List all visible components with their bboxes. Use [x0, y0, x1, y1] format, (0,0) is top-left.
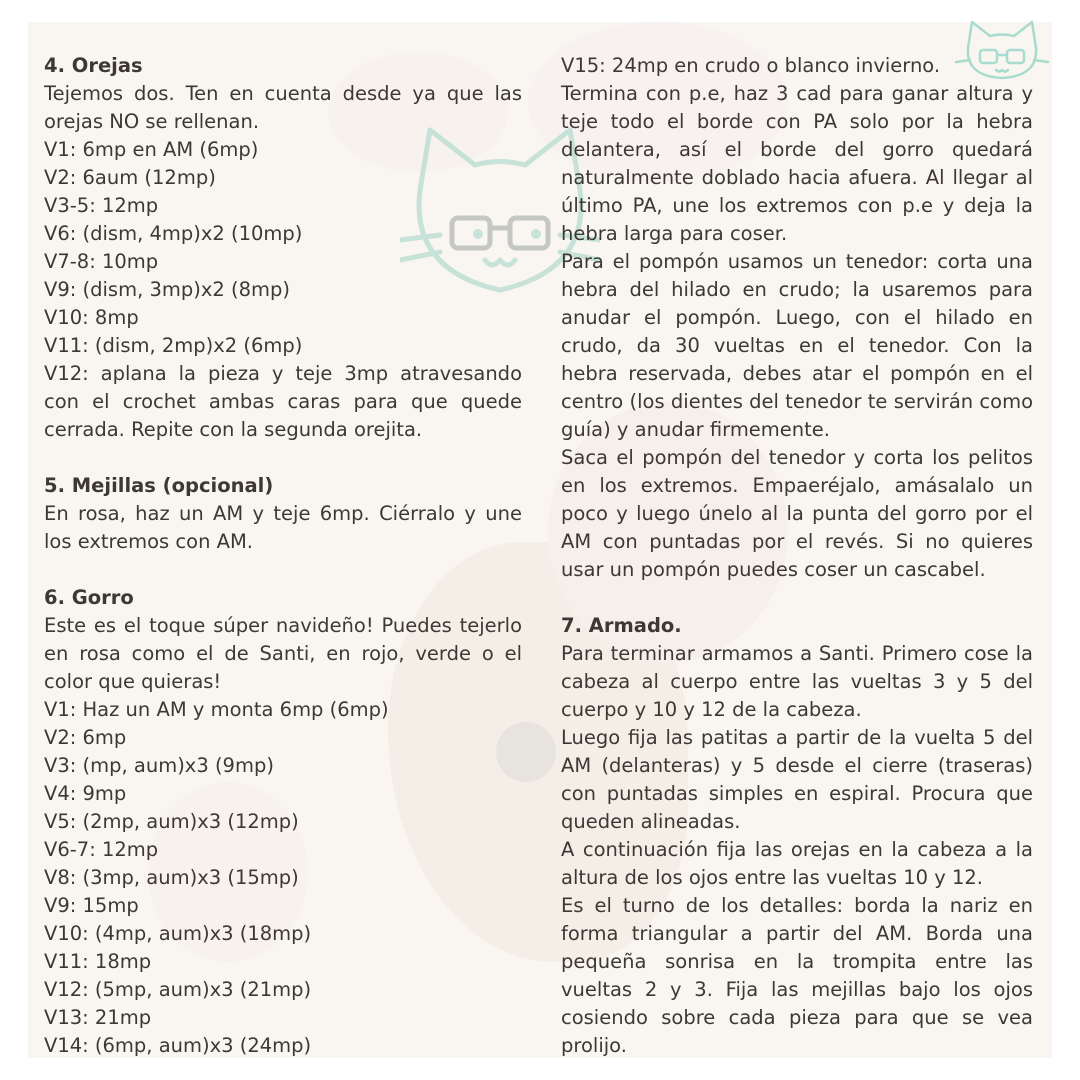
pattern-row-v15: V15: 24mp en crudo o blanco invierno. — [561, 54, 941, 77]
pattern-row: V3: (mp, aum)x3 (9mp) — [44, 754, 274, 777]
pattern-row: V2: 6mp — [44, 726, 127, 749]
pompon-instruction: Para el pompón usamos un tenedor: corta una hebra del hilado en crudo; la usaremos para anudar el pompón. Luego, con el hilado en crudo, da 30 vueltas en el tenedor. Con la hebra reservada, debes atar el pompón en el centro (los dientes del tenedor te servirán como guía) y anudar firmemente. — [561, 250, 1033, 441]
pattern-row: V7-8: 10mp — [44, 250, 159, 273]
armado-paragraph: Luego fija las patitas a partir de la vuelta 5 del AM (delanteras) y 5 desde el cierre (traseras) con puntadas simples en espiral. Procura que queden alineadas. — [561, 726, 1033, 833]
pattern-row: V6-7: 12mp — [44, 838, 159, 861]
pattern-row: V4: 9mp — [44, 782, 127, 805]
section-heading-gorro: 6. Gorro — [44, 586, 134, 609]
saca-instruction: Saca el pompón del tenedor y corta los pelitos en los extremos. Empaeréjalo, amásalalo un poco y luego únelo al la punta del gorro por el AM con puntadas por el revés. Si no quieres usar un pompón puedes coser un cascabel. — [561, 446, 1033, 581]
armado-paragraph: Es el turno de los detalles: borda la nariz en forma triangular a partir del AM. Borda una pequeña sonrisa en la trompita entre las vueltas 2 y 3. Fija las mejillas bajo los ojos cosiendo sobre cada pieza para que se vea prolijo. — [561, 894, 1033, 1057]
pattern-row: V5: (2mp, aum)x3 (12mp) — [44, 810, 299, 833]
armado-paragraph: Para terminar armamos a Santi. Primero cose la cabeza al cuerpo entre las vueltas 3 y 5 del cuerpo y 10 y 12 de la cabeza. — [561, 642, 1033, 721]
pattern-row: V9: (dism, 3mp)x2 (8mp) — [44, 278, 290, 301]
pattern-row: V1: 6mp en AM (6mp) — [44, 138, 259, 161]
section-heading-mejillas: 5. Mejillas (opcional) — [44, 474, 274, 497]
pattern-row: V8: (3mp, aum)x3 (15mp) — [44, 866, 299, 889]
pattern-row: V1: Haz un AM y monta 6mp (6mp) — [44, 698, 389, 721]
section-spacer — [44, 444, 522, 472]
orejas-v12-instruction: V12: aplana la pieza y teje 3mp atravesando con el crochet ambas caras para que quede cerrada. Repite con la segunda orejita. — [44, 362, 522, 441]
left-column — [44, 52, 522, 1060]
pattern-row: V9: 15mp — [44, 894, 139, 917]
pattern-row: V11: (dism, 2mp)x2 (6mp) — [44, 334, 303, 357]
orejas-intro: Tejemos dos. Ten en cuenta desde ya que las orejas NO se rellenan. — [44, 82, 522, 133]
gorro-intro: Este es el toque súper navideño! Puedes tejerlo en rosa como el de Santi, en rojo, verde o el color que quieras! — [44, 614, 522, 693]
pattern-row: V12: (5mp, aum)x3 (21mp) — [44, 978, 312, 1001]
pattern-row: V6: (dism, 4mp)x2 (10mp) — [44, 222, 303, 245]
mejillas-text: En rosa, haz un AM y teje 6mp. Ciérralo y une los extremos con AM. — [44, 502, 522, 553]
section-heading-armado: 7. Armado. — [561, 614, 682, 637]
borde-instruction: Termina con p.e, haz 3 cad para ganar altura y teje todo el borde con PA solo por la hebra delantera, así el borde del gorro quedará naturalmente doblado hacia afuera. Al llegar al último PA, une los extremos con p.e y deja la hebra larga para coser. — [561, 82, 1033, 245]
right-column — [561, 52, 1033, 1060]
pattern-row: V2: 6aum (12mp) — [44, 166, 216, 189]
section-spacer — [561, 584, 1033, 612]
pattern-row: V3-5: 12mp — [44, 194, 159, 217]
pattern-row: V13: 21mp — [44, 1006, 152, 1029]
pattern-row: V10: 8mp — [44, 306, 139, 329]
section-heading-orejas: 4. Orejas — [44, 54, 143, 77]
pattern-row: V11: 18mp — [44, 950, 152, 973]
section-spacer — [44, 556, 522, 584]
armado-paragraph: A continuación fija las orejas en la cabeza a la altura de los ojos entre las vueltas 10 y 12. — [561, 838, 1033, 889]
pattern-row: V10: (4mp, aum)x3 (18mp) — [44, 922, 312, 945]
pattern-row: V14: (6mp, aum)x3 (24mp) — [44, 1034, 312, 1057]
